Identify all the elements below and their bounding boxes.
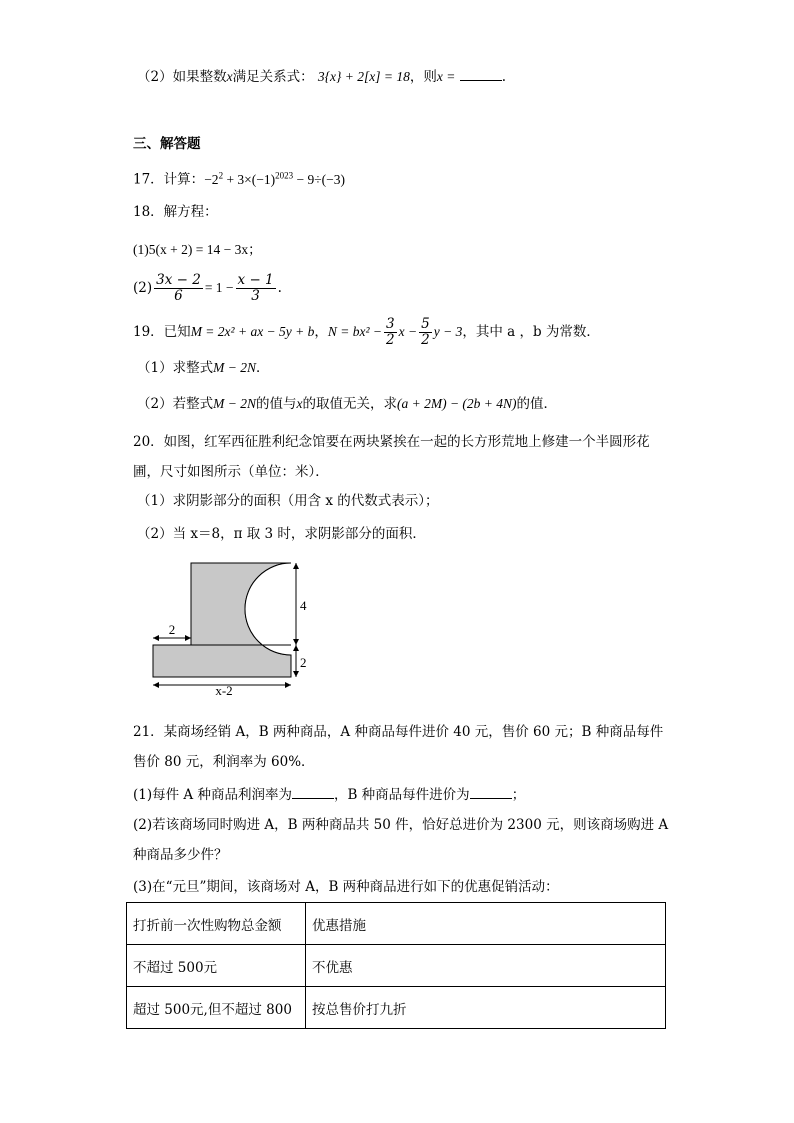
promotion-table (126, 902, 666, 1029)
q21-part1: (1)每件 A 种商品利润率为 ，B 种商品每件进价为 ； (133, 787, 526, 803)
q20-part1: （1）求阴影部分的面积（用含 x 的代数式表示）； (137, 493, 439, 509)
section-title: 三、解答题 (133, 136, 201, 152)
answer-blank[interactable] (470, 786, 512, 799)
q19-part2: （2）若整式M − 2N的值与x的取值无关，求(a + 2M) − (2b + 4N)的值． (137, 396, 558, 412)
q20-part2: （2）当 x＝8，π 取 3 时，求阴影部分的面积． (137, 526, 426, 542)
arrowhead (153, 682, 159, 688)
q19-statement: 19．已知M = 2x² + ax − 5y + b，N = bx² − $\frac{3}{2}$ x − $\frac{5}{2}$ y − 3，其中 a ，b 为常数． (133, 316, 600, 348)
table-cell: 按总售价打九折 (306, 987, 666, 1029)
fraction: $\frac{3}{2}$ (386, 316, 395, 348)
table-cell: 不超过 500元 (127, 945, 306, 987)
label-right-top: 4 (300, 598, 307, 613)
q21-line2: 售价 80 元，利润率为 60%． (133, 754, 315, 770)
q18-part1: (1)5(x + 2) = 14 − 3x； (133, 242, 262, 257)
q21-line1: 21．某商场经销 A，B 两种商品，A 种商品每件进价 40 元，售价 60 元；B 种商品每件 (133, 724, 664, 740)
q21-part2-line1: (2)若该商场同时购进 A，B 两种商品共 50 件，恰好总进价为 2300 元，则该商场购进 A (133, 817, 669, 833)
fraction: $\frac{x - 1}{3}$ (237, 272, 274, 304)
arrowhead (285, 682, 291, 688)
q21-part2-line2: 种商品多少件？ (133, 847, 228, 863)
arrowhead (185, 635, 191, 641)
q20-line2: 圃，尺寸如图所示（单位：米）． (133, 464, 329, 480)
q18-label: 18．解方程： (133, 204, 218, 220)
q20-line1: 20．如图，红军西征胜利纪念馆要在两块紧挨在一起的长方形荒地上修建一个半圆形花 (133, 434, 650, 450)
table-header-cell: 打折前一次性购物总金额 (127, 903, 306, 945)
label-left: 2 (168, 622, 176, 637)
arrowhead (293, 563, 299, 569)
table-row (127, 987, 666, 1029)
fraction: $\frac{5}{2}$ (421, 316, 430, 348)
garden-figure (145, 555, 320, 697)
arrowhead (293, 645, 299, 651)
q17: 17．计算：$-2^2 + 3\times(-1)^{2023} - 9\div(-3)$ (133, 170, 346, 188)
table-cell: 超过 500元,但不超过 800 (127, 987, 306, 1029)
answer-blank[interactable] (292, 786, 334, 799)
q19-part1: （1）求整式M − 2N． (137, 360, 270, 376)
table-cell: 不优惠 (306, 945, 666, 987)
fraction: $\frac{3x - 2}{6}$ (156, 272, 201, 304)
q16-part2: （2）如果整数x满足关系式： 3{x} + 2[x] = 18，则x = . (137, 69, 506, 85)
q21-part3: (3)在“元旦”期间，该商场对 A，B 两种商品进行如下的优惠促销活动： (133, 879, 559, 895)
arrowhead (293, 639, 299, 645)
table-header-cell: 优惠措施 (306, 903, 666, 945)
table-row (127, 945, 666, 987)
arrowhead (293, 671, 299, 677)
label-bottom: x-2 (215, 683, 233, 697)
table-header-row (127, 903, 666, 945)
arrowhead (153, 635, 159, 641)
q16-equation: 3{x} + 2[x] = 18 (317, 69, 410, 84)
answer-blank[interactable] (460, 68, 502, 81)
q18-part2: (2) $\frac{3x - 2}{6}$ = 1 − $\frac{x - 1}{3}$ . (133, 272, 282, 304)
label-right-bottom: 2 (300, 655, 307, 670)
